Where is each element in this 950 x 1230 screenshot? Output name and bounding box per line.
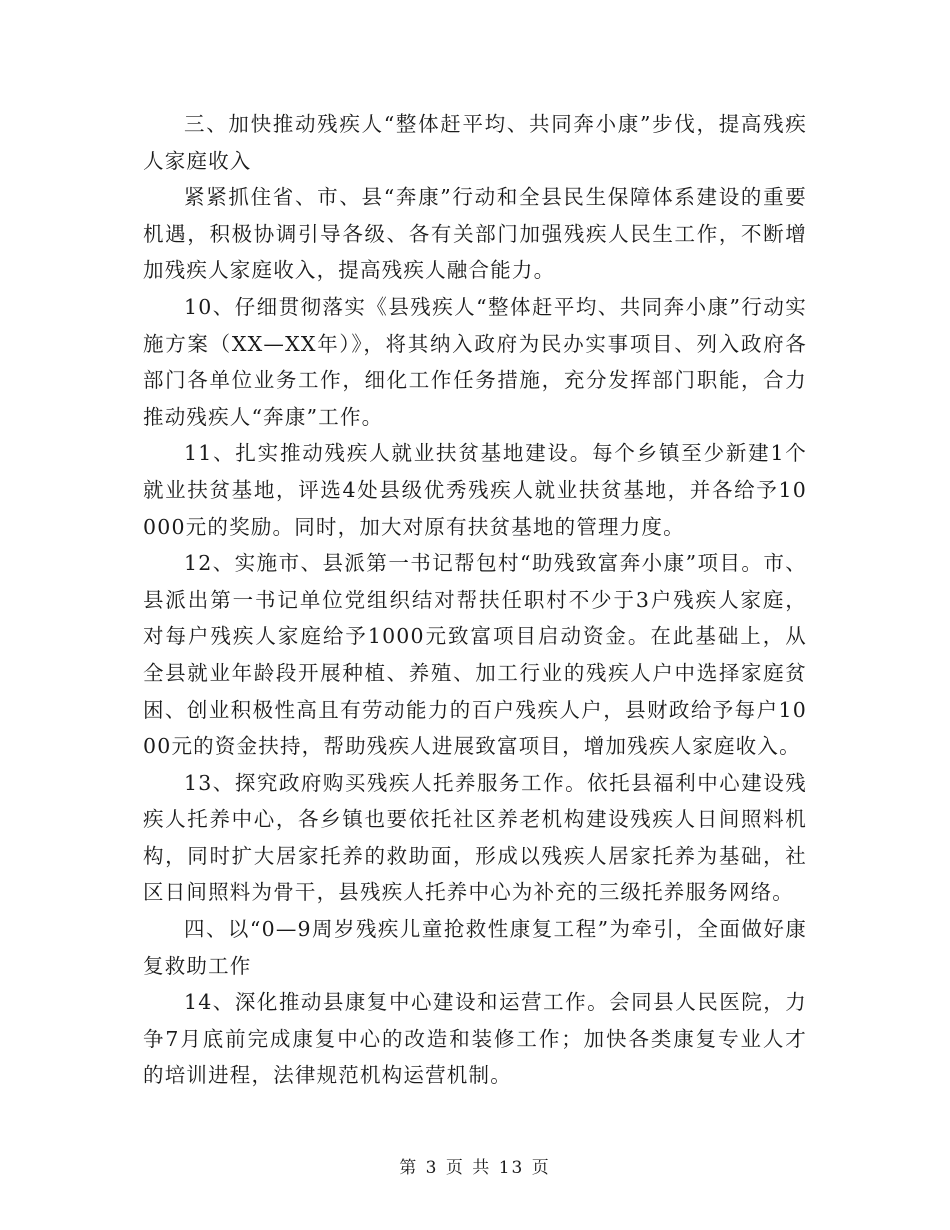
body-paragraph: 紧紧抓住省、市、县“奔康”行动和全县民生保障体系建设的重要机遇，积极协调引导各级、各有关部门加强残疾人民生工作，不断增加残疾人家庭收入，提高残疾人融合能力。 bbox=[143, 185, 807, 283]
item-11-paragraph: 11、扎实推动残疾人就业扶贫基地建设。每个乡镇至少新建1个就业扶贫基地，评选4处县级优秀残疾人就业扶贫基地，并各给予10000元的奖励。同时，加大对原有扶贫基地的管理力度。 bbox=[143, 441, 807, 539]
section-heading-4: 四、以“0—9周岁残疾儿童抢救性康复工程”为牵引，全面做好康复救助工作 bbox=[143, 917, 807, 978]
item-13-paragraph: 13、探究政府购买残疾人托养服务工作。依托县福利中心建设残疾人托养中心，各乡镇也要依托社区养老机构建设残疾人日间照料机构，同时扩大居家托养的救助面，形成以残疾人居家托养为基础，社区日间照料为骨干，县残疾人托养中心为补充的三级托养服务网络。 bbox=[143, 770, 807, 905]
item-12-paragraph: 12、实施市、县派第一书记帮包村“助残致富奔小康”项目。市、县派出第一书记单位党组织结对帮扶任职村不少于3户残疾人家庭，对每户残疾人家庭给予1000元致富项目启动资金。在此基础上，从全县就业年龄段开展种植、养殖、加工行业的残疾人户中选择家庭贫困、创业积极性高且有劳动能力的百户残疾人户，县财政给予每户1000元的资金扶持，帮助残疾人进展致富项目，增加残疾人家庭收入。 bbox=[143, 551, 807, 759]
document-body bbox=[143, 106, 807, 1094]
item-10-paragraph: 10、仔细贯彻落实《县残疾人“整体赶平均、共同奔小康”行动实施方案（XX—XX年）》，将其纳入政府为民办实事项目、列入政府各部门各单位业务工作，细化工作任务措施，充分发挥部门职能，合力推动残疾人“奔康”工作。 bbox=[143, 294, 807, 429]
page-number-footer: 第 3 页 共 13 页 bbox=[399, 1158, 551, 1178]
section-heading-3: 三、加快推动残疾人“整体赶平均、共同奔小康”步伐，提高残疾人家庭收入 bbox=[143, 112, 807, 173]
item-14-paragraph: 14、深化推动县康复中心建设和运营工作。会同县人民医院，力争7月底前完成康复中心的改造和装修工作；加快各类康复专业人才的培训进程，法律规范机构运营机制。 bbox=[143, 990, 807, 1088]
